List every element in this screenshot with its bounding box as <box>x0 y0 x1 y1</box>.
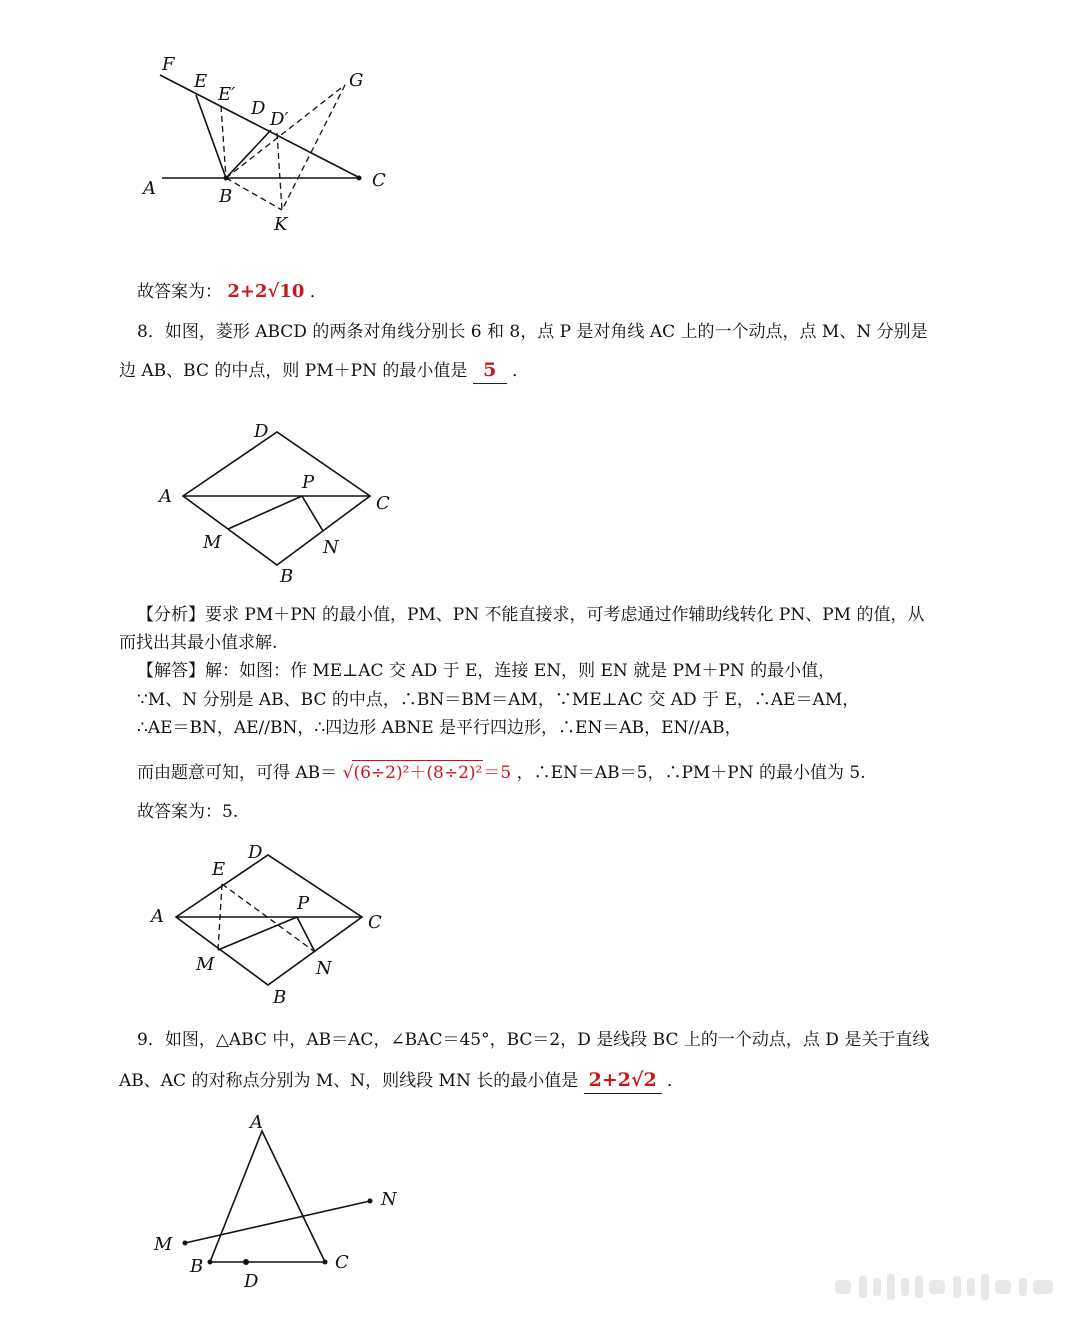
label-B: B <box>280 566 294 587</box>
label-E: E <box>212 859 226 880</box>
solution-formula: √(6÷2)²＋(8÷2)²＝5 <box>343 763 512 783</box>
solution-answer: 故答案为：5. <box>137 802 239 822</box>
label-M: M <box>154 1234 173 1255</box>
q9-line2-end: ． <box>667 1071 685 1091</box>
label-D: D <box>244 1271 259 1292</box>
label-M: M <box>203 532 222 553</box>
q8-line2-end: ． <box>512 361 530 381</box>
label-G: G <box>349 70 364 91</box>
label-P: P <box>297 893 310 914</box>
solution-line4-pre: 而由题意可知，可得 AB＝ <box>137 763 338 783</box>
label-F: F <box>162 54 175 75</box>
label-B: B <box>190 1256 204 1277</box>
label-C: C <box>335 1252 349 1273</box>
q9-answer-blank <box>584 1068 662 1094</box>
figure-1 <box>130 50 410 240</box>
q8-answer: 5 <box>483 359 497 381</box>
solution-formula-radicand: (6÷2)²＋(8÷2)² <box>352 760 483 785</box>
q9-line1: 9．如图，△ABC 中，AB＝AC，∠BAC＝45°，BC＝2，D 是线段 BC 上的一个动点，点 D 是关于直线 <box>137 1030 930 1050</box>
solution-formula-eq: ＝5 <box>483 763 512 783</box>
answer-7 <box>137 280 327 304</box>
label-C: C <box>376 493 390 514</box>
label-K: K <box>274 214 288 235</box>
figure-3 <box>145 835 395 1010</box>
label-A: A <box>143 178 156 199</box>
label-N: N <box>381 1189 397 1210</box>
label-A: A <box>159 486 172 507</box>
label-N: N <box>316 958 332 979</box>
analysis-line1: 【分析】要求 PM＋PN 的最小值，PM、PN 不能直接求，可考虑通过作辅助线转化 PN、PM 的值，从 <box>137 605 925 625</box>
q8-line2 <box>119 358 529 384</box>
label-E-prime: E′ <box>218 84 236 105</box>
label-P: P <box>302 472 315 493</box>
q9-line2-text: AB、AC 的对称点分别为 M、N，则线段 MN 长的最小值是 <box>119 1071 579 1091</box>
analysis-line2: 而找出其最小值求解. <box>119 633 278 653</box>
label-B: B <box>273 987 287 1008</box>
solution-line2: ∵M、N 分别是 AB、BC 的中点，∴BN＝BM＝AM，∵ME⊥AC 交 AD 于 E，∴AE＝AM， <box>137 690 860 710</box>
label-C: C <box>368 912 382 933</box>
label-N: N <box>323 537 339 558</box>
answer-7-suffix: ． <box>309 282 327 302</box>
label-A: A <box>250 1112 263 1133</box>
label-E: E <box>194 71 208 92</box>
answer-7-value: 2+2√10 <box>227 281 305 302</box>
label-A: A <box>151 906 164 927</box>
label-B: B <box>219 186 233 207</box>
q8-answer-blank <box>473 358 507 384</box>
q9-line2 <box>119 1068 684 1094</box>
label-D: D <box>248 842 263 863</box>
label-D-prime: D′ <box>270 109 289 130</box>
solution-line4 <box>137 760 866 785</box>
q9-answer: 2+2√2 <box>588 1069 657 1091</box>
label-D: D <box>251 98 266 119</box>
watermark-bars-icon <box>835 1272 1060 1302</box>
solution-line4-post: ，∴EN＝AB＝5，∴PM＋PN 的最小值为 5. <box>516 763 866 783</box>
label-M: M <box>196 954 215 975</box>
label-D: D <box>254 421 269 442</box>
answer-7-prefix: 故答案为： <box>137 282 222 302</box>
q8-line2-text: 边 AB、BC 的中点，则 PM＋PN 的最小值是 <box>119 361 468 381</box>
label-C: C <box>372 170 386 191</box>
q8-line1: 8．如图，菱形 ABCD 的两条对角线分别长 6 和 8，点 P 是对角线 AC 上的一个动点，点 M、N 分别是 <box>137 322 928 342</box>
solution-line1: 【解答】解：如图：作 ME⊥AC 交 AD 于 E，连接 EN，则 EN 就是 PM＋PN 的最小值， <box>137 661 836 681</box>
figure-4 <box>145 1105 415 1300</box>
solution-line3: ∴AE＝BN，AE//BN，∴四边形 ABNE 是平行四边形，∴EN＝AB，EN//AB， <box>137 718 742 738</box>
figure-2 <box>150 415 400 590</box>
